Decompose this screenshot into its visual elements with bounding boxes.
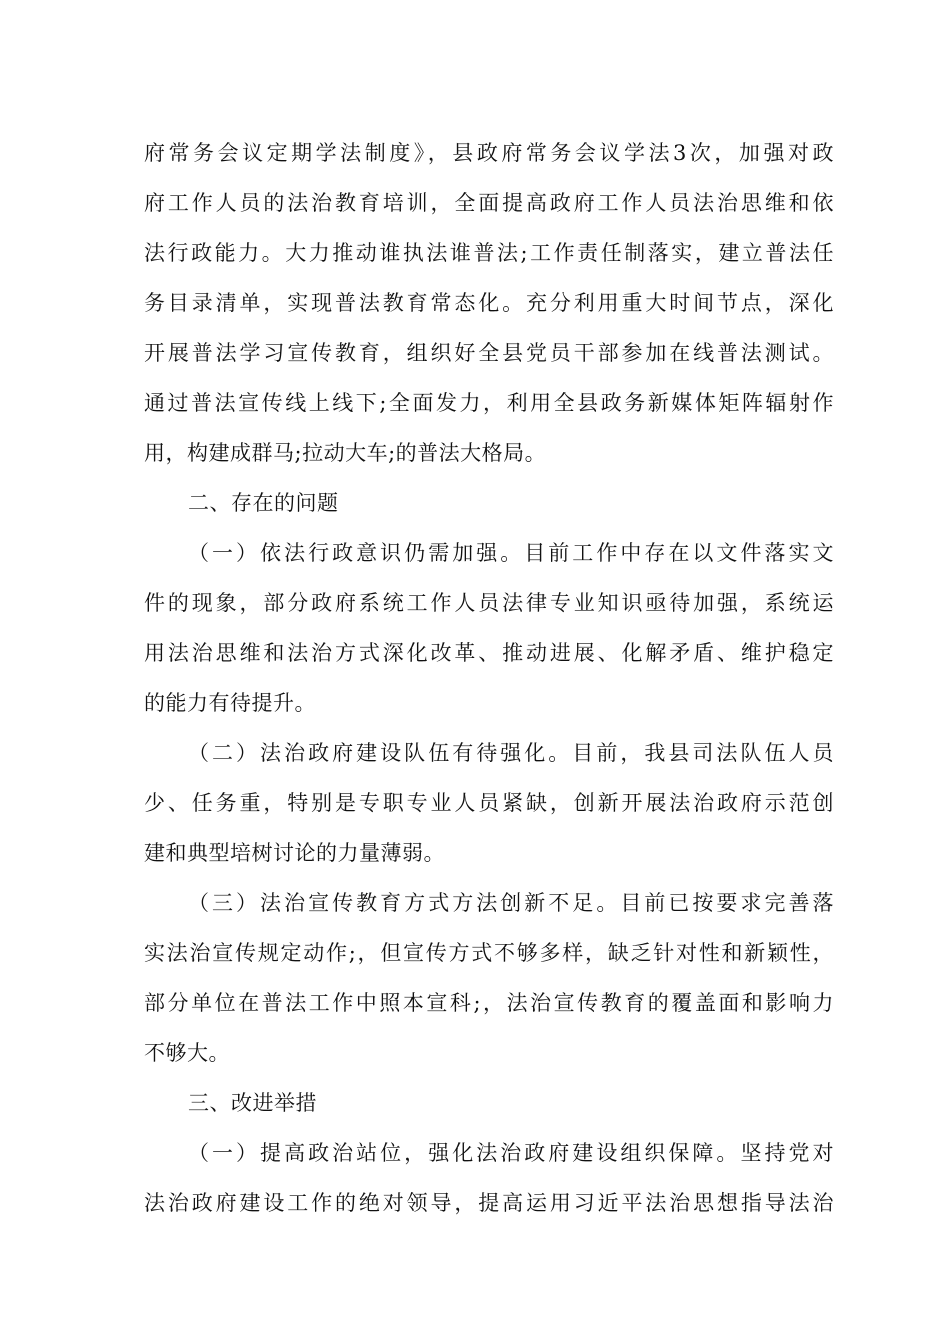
text-line: 府常务会议定期学法制度》，县政府常务会议学法3次，加强对政 xyxy=(144,141,834,165)
paragraph xyxy=(144,528,834,728)
text-line: 不够大。 xyxy=(144,1041,230,1065)
text-line: 开展普法学习宣传教育，组织好全县党员干部参加在线普法测试。 xyxy=(144,341,834,365)
document-body xyxy=(144,128,834,1228)
text-line: （一）依法行政意识仍需加强。目前工作中存在以文件落实文 xyxy=(188,541,834,565)
paragraph xyxy=(144,128,834,478)
text-line: 用，构建成群马;拉动大车;的普法大格局。 xyxy=(144,441,547,465)
text-line: 少、任务重，特别是专职专业人员紧缺，创新开展法治政府示范创 xyxy=(144,791,834,815)
text-line: 用法治思维和法治方式深化改革、推动进展、化解矛盾、维护稳定 xyxy=(144,641,834,665)
text-line: 法行政能力。大力推动谁执法谁普法;工作责任制落实，建立普法任 xyxy=(144,241,834,265)
paragraph xyxy=(144,878,834,1078)
section-heading-text: 二、存在的问题 xyxy=(188,491,339,515)
text-line: （二）法治政府建设队伍有待强化。目前，我县司法队伍人员 xyxy=(188,741,834,765)
paragraph xyxy=(144,1128,834,1228)
text-line: 务目录清单，实现普法教育常态化。充分利用重大时间节点，深化 xyxy=(144,291,834,315)
paragraph xyxy=(144,728,834,878)
text-line: 通过普法宣传线上线下;全面发力，利用全县政务新媒体矩阵辐射作 xyxy=(144,391,834,415)
text-line: 的能力有待提升。 xyxy=(144,691,316,715)
text-line: 件的现象，部分政府系统工作人员法律专业知识亟待加强，系统运 xyxy=(144,591,834,615)
section-heading xyxy=(144,1078,834,1128)
text-line: 部分单位在普法工作中照本宣科;，法治宣传教育的覆盖面和影响力 xyxy=(144,991,834,1015)
text-line: （三）法治宣传教育方式方法创新不足。目前已按要求完善落 xyxy=(188,891,834,915)
text-line: （一）提高政治站位，强化法治政府建设组织保障。坚持党对 xyxy=(188,1141,834,1165)
text-line: 法治政府建设工作的绝对领导，提高运用习近平法治思想指导法治 xyxy=(144,1191,834,1215)
text-line: 府工作人员的法治教育培训，全面提高政府工作人员法治思维和依 xyxy=(144,191,834,215)
text-line: 实法治宣传规定动作;，但宣传方式不够多样，缺乏针对性和新颖性， xyxy=(144,941,834,965)
text-line: 建和典型培树讨论的力量薄弱。 xyxy=(144,841,445,865)
section-heading xyxy=(144,478,834,528)
section-heading-text: 三、改进举措 xyxy=(188,1091,317,1115)
